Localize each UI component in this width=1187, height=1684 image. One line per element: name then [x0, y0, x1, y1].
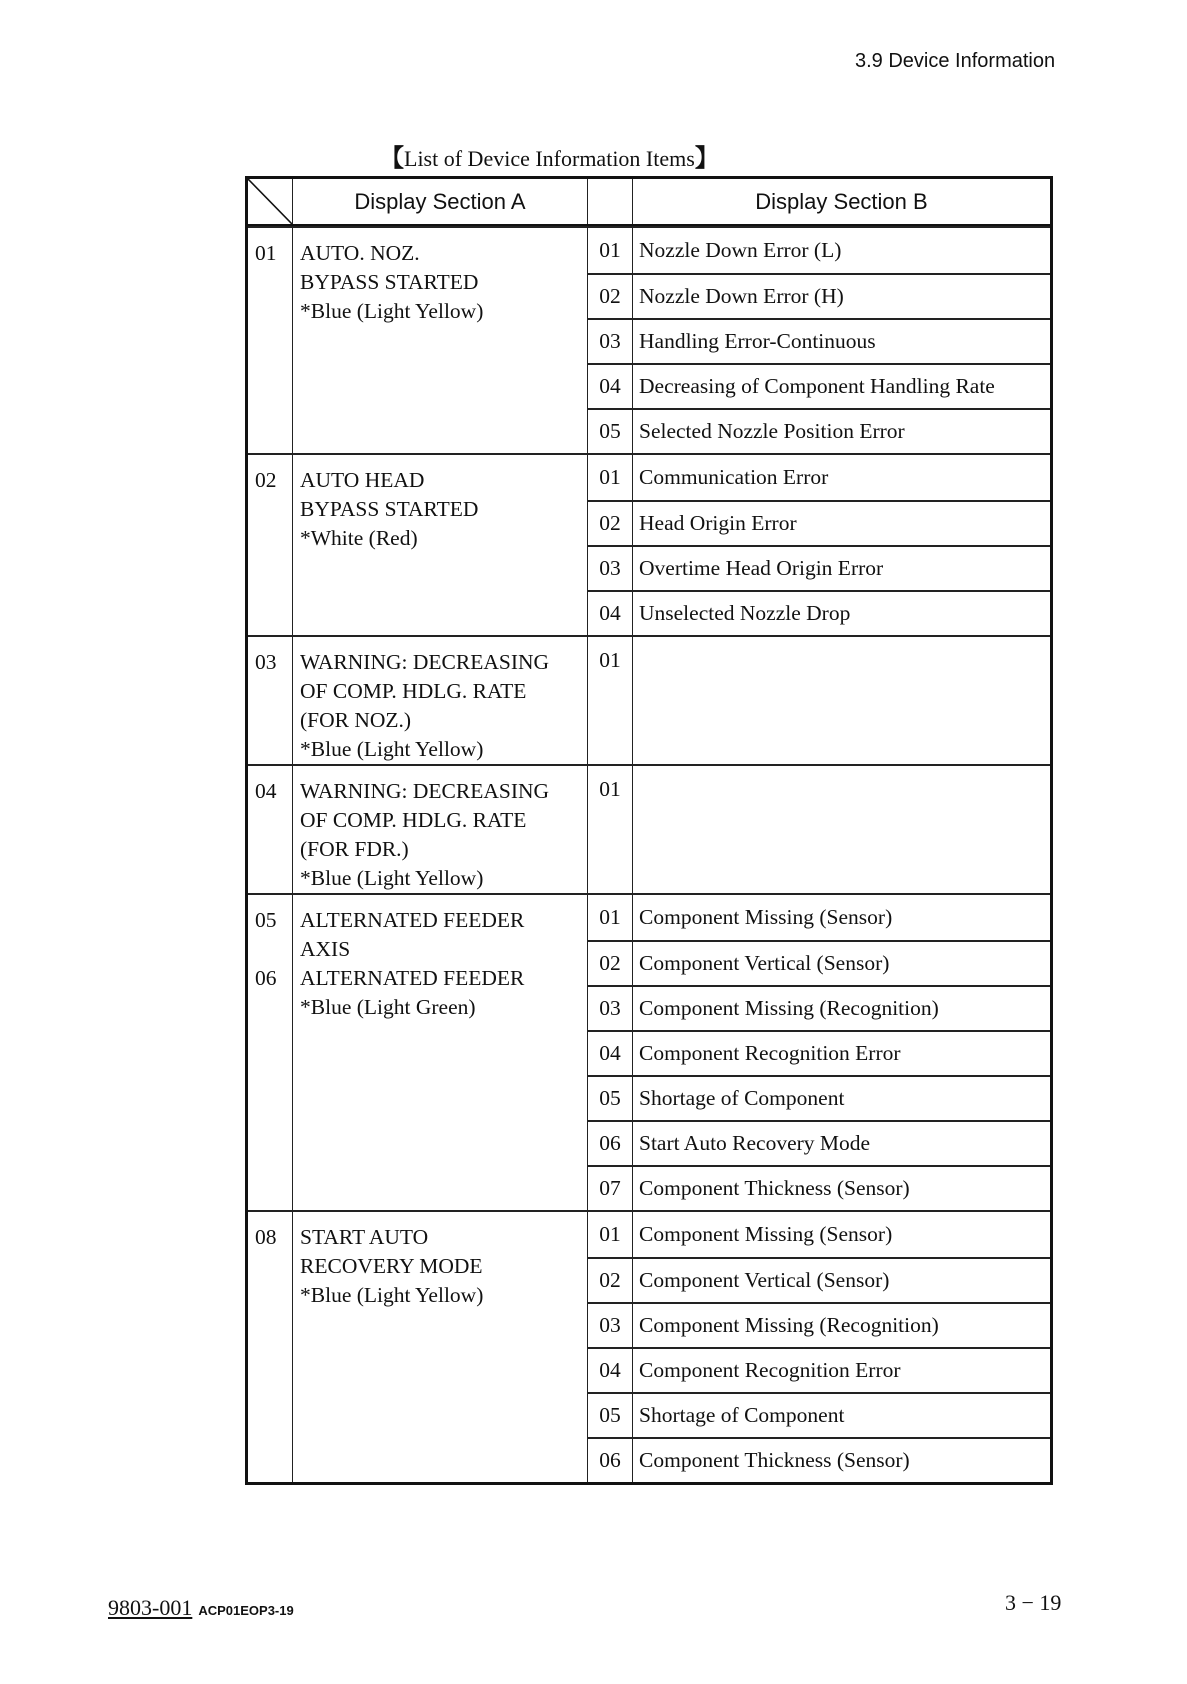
section-b-text: Handling Error-Continuous — [639, 329, 876, 353]
section-b-number: 01 — [588, 1212, 633, 1257]
section-b-number: 05 — [588, 410, 633, 453]
section-header: 3.9 Device Information — [855, 50, 1056, 72]
caption-title: List of Device Information Items — [404, 146, 695, 171]
section-a-text — [293, 766, 587, 893]
section-b-number: 07 — [588, 1167, 633, 1210]
section-b-text: Decreasing of Component Handling Rate — [639, 374, 995, 398]
table-row — [248, 1210, 1050, 1482]
diagonal-slash-icon — [248, 179, 292, 224]
section-a-line: *Blue (Light Yellow) — [300, 737, 484, 761]
header-col-a — [293, 179, 588, 224]
table-row — [248, 893, 1050, 1210]
section-b-text: Nozzle Down Error (L) — [639, 238, 842, 262]
section-a-text — [293, 637, 587, 764]
section-a-line: BYPASS STARTED — [300, 270, 479, 294]
group-numbers — [248, 1212, 292, 1252]
section-b-item — [588, 1212, 1050, 1257]
section-b-item — [588, 766, 1050, 893]
section-b-item — [588, 545, 1050, 590]
section-b-text — [633, 766, 1050, 893]
section-b-text: Overtime Head Origin Error — [639, 556, 884, 580]
section-b-number: 03 — [588, 547, 633, 590]
section-b-text: Component Recognition Error — [639, 1041, 901, 1065]
section-a-line: *Blue (Light Yellow) — [300, 299, 484, 323]
section-b-text: Communication Error — [639, 465, 829, 489]
section-b-number: 06 — [588, 1122, 633, 1165]
section-b-number: 02 — [588, 942, 633, 985]
section-b-number: 03 — [588, 1304, 633, 1347]
section-a-line: AUTO HEAD — [300, 468, 425, 492]
table-caption — [380, 138, 719, 173]
section-a-text — [293, 895, 587, 1022]
section-b-item — [588, 590, 1050, 635]
section-b-text: Unselected Nozzle Drop — [639, 601, 851, 625]
table-row — [248, 635, 1050, 764]
col-a-title: Display Section A — [354, 188, 526, 214]
group-number: 01 — [255, 241, 277, 265]
section-b-cell — [588, 1212, 1050, 1482]
footer-doc-info — [108, 1595, 294, 1621]
section-b-item — [588, 273, 1050, 318]
section-a-line: RECOVERY MODE — [300, 1254, 483, 1278]
group-number: 08 — [255, 1225, 277, 1249]
group-number-cell — [248, 895, 293, 1210]
section-a-line: AUTO. NOZ. — [300, 241, 420, 265]
section-b-text: Component Recognition Error — [639, 1358, 901, 1382]
section-a-cell — [293, 1212, 588, 1482]
section-b-item — [588, 1302, 1050, 1347]
section-b-text: Selected Nozzle Position Error — [639, 419, 905, 443]
section-b-item — [588, 318, 1050, 363]
section-a-cell — [293, 455, 588, 635]
table-body — [248, 226, 1050, 1482]
section-a-line: AXIS — [300, 937, 351, 961]
section-b-number: 03 — [588, 320, 633, 363]
section-b-number: 04 — [588, 365, 633, 408]
section-a-line: WARNING: DECREASING — [300, 779, 550, 803]
section-b-number: 01 — [588, 766, 633, 893]
section-b-number: 06 — [588, 1439, 633, 1482]
group-number: 03 — [255, 650, 277, 674]
section-b-number: 05 — [588, 1077, 633, 1120]
section-b-text: Head Origin Error — [639, 511, 797, 535]
section-b-number: 01 — [588, 455, 633, 500]
group-number-cell — [248, 228, 293, 453]
section-a-line: (FOR NOZ.) — [300, 708, 412, 732]
group-number: 04 — [255, 779, 277, 803]
section-b-item — [588, 637, 1050, 764]
section-b-text: Component Vertical (Sensor) — [639, 1268, 890, 1292]
section-a-line: BYPASS STARTED — [300, 497, 479, 521]
section-a-line: *Blue (Light Yellow) — [300, 1283, 484, 1307]
group-numbers — [248, 455, 292, 495]
section-b-text: Shortage of Component — [639, 1403, 845, 1427]
section-a-text — [293, 455, 587, 553]
section-b-number: 01 — [588, 228, 633, 273]
section-b-item — [588, 895, 1050, 940]
section-b-cell — [588, 895, 1050, 1210]
section-b-text: Component Missing (Recognition) — [639, 1313, 939, 1337]
section-b-text: Component Missing (Sensor) — [639, 1222, 893, 1246]
table-row — [248, 453, 1050, 635]
section-b-number: 04 — [588, 1349, 633, 1392]
section-a-line: *Blue (Light Green) — [300, 995, 476, 1019]
section-b-item — [588, 500, 1050, 545]
section-b-item — [588, 1392, 1050, 1437]
spacer — [255, 935, 292, 964]
section-b-item — [588, 1437, 1050, 1482]
section-b-item — [588, 1075, 1050, 1120]
section-b-number: 04 — [588, 1032, 633, 1075]
section-a-line: OF COMP. HDLG. RATE — [300, 679, 527, 703]
header-num-b-cell — [588, 179, 633, 224]
section-b-number: 02 — [588, 275, 633, 318]
group-number: 05 — [255, 908, 277, 932]
group-number-cell — [248, 1212, 293, 1482]
section-a-line: OF COMP. HDLG. RATE — [300, 808, 527, 832]
caption-close-bracket: 】 — [694, 146, 719, 172]
table-row — [248, 764, 1050, 893]
section-a-cell — [293, 895, 588, 1210]
section-b-item — [588, 363, 1050, 408]
section-b-item — [588, 985, 1050, 1030]
section-a-cell — [293, 637, 588, 764]
section-b-text: Component Missing (Recognition) — [639, 996, 939, 1020]
table-row — [248, 226, 1050, 453]
section-b-text: Start Auto Recovery Mode — [639, 1131, 871, 1155]
section-a-text — [293, 228, 587, 326]
section-b-item — [588, 1347, 1050, 1392]
section-b-cell — [588, 455, 1050, 635]
device-info-table — [245, 176, 1053, 1485]
section-b-number: 01 — [588, 637, 633, 764]
section-b-item — [588, 1120, 1050, 1165]
group-number-cell — [248, 637, 293, 764]
section-a-cell — [293, 766, 588, 893]
table-header-row — [248, 179, 1050, 226]
section-b-number: 04 — [588, 592, 633, 635]
section-b-cell — [588, 637, 1050, 764]
section-b-item — [588, 940, 1050, 985]
section-b-number: 02 — [588, 502, 633, 545]
group-number: 02 — [255, 468, 277, 492]
section-b-item — [588, 455, 1050, 500]
section-b-item — [588, 1030, 1050, 1075]
group-numbers — [248, 228, 292, 268]
section-b-item — [588, 1257, 1050, 1302]
section-a-cell — [293, 228, 588, 453]
section-b-cell — [588, 766, 1050, 893]
group-numbers — [248, 637, 292, 677]
group-number-cell — [248, 766, 293, 893]
section-a-line: START AUTO — [300, 1225, 429, 1249]
section-a-line: ALTERNATED FEEDER — [300, 908, 525, 932]
section-b-text: Nozzle Down Error (H) — [639, 284, 844, 308]
section-b-text: Component Vertical (Sensor) — [639, 951, 890, 975]
section-b-text: Component Missing (Sensor) — [639, 905, 893, 929]
section-a-line: *Blue (Light Yellow) — [300, 866, 484, 890]
section-b-text: Component Thickness (Sensor) — [639, 1176, 910, 1200]
section-b-item — [588, 408, 1050, 453]
section-b-cell — [588, 228, 1050, 453]
section-b-number: 02 — [588, 1259, 633, 1302]
section-a-line: ALTERNATED FEEDER — [300, 966, 525, 990]
header-col-b — [633, 179, 1050, 224]
section-a-line: WARNING: DECREASING — [300, 650, 550, 674]
page-number: 3 − 19 — [1005, 1590, 1062, 1615]
section-b-item — [588, 1165, 1050, 1210]
section-a-line: (FOR FDR.) — [300, 837, 409, 861]
caption-open-bracket: 【 — [380, 146, 404, 172]
group-number: 06 — [255, 966, 277, 990]
section-a-text — [293, 1212, 587, 1310]
group-numbers — [248, 895, 292, 993]
section-b-number: 05 — [588, 1394, 633, 1437]
doc-code: ACP01EOP3-19 — [198, 1603, 294, 1618]
doc-number: 9803-001 — [108, 1595, 193, 1620]
section-b-item — [588, 228, 1050, 273]
section-b-text — [633, 637, 1050, 764]
section-b-number: 01 — [588, 895, 633, 940]
section-a-line: *White (Red) — [300, 526, 418, 550]
group-numbers — [248, 766, 292, 806]
header-corner-cell — [248, 179, 293, 224]
section-b-number: 03 — [588, 987, 633, 1030]
group-number-cell — [248, 455, 293, 635]
col-b-title: Display Section B — [755, 188, 928, 214]
section-b-text: Component Thickness (Sensor) — [639, 1448, 910, 1472]
section-b-text: Shortage of Component — [639, 1086, 845, 1110]
